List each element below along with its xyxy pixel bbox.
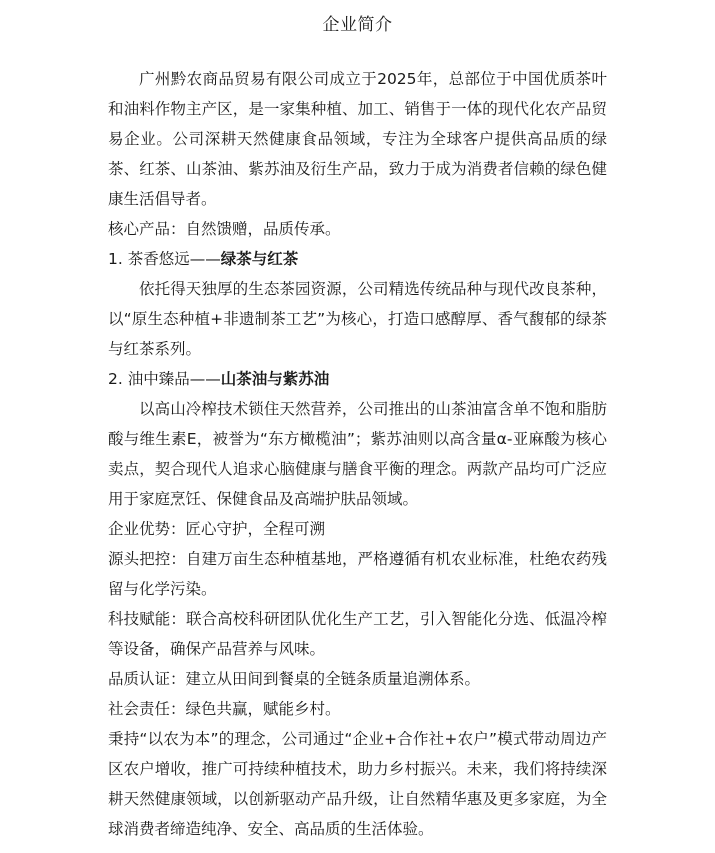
social-heading: 社会责任：绿色共赢，赋能乡村。 bbox=[108, 700, 341, 718]
closing-paragraph: 秉持“以农为本”的理念，公司通过“企业+合作社+农户”模式带动周边产区农户增收，推广可持续种植技术，助力乡村振兴。未来，我们将持续深耕天然健康领域，以创新驱动产品升级，让自然精华惠及更多家庭，为全球消费者缔造纯净、安全、高品质的生活体验。 bbox=[108, 730, 607, 838]
section-2-prefix: 2. 油中臻品—— bbox=[108, 370, 221, 388]
section-1-title: 绿茶与红茶 bbox=[220, 250, 299, 268]
core-products-heading: 核心产品：自然馈赠，品质传承。 bbox=[108, 220, 341, 238]
section-2-heading bbox=[108, 364, 607, 394]
quality-paragraph: 品质认证：建立从田间到餐桌的全链条质量追溯体系。 bbox=[108, 670, 481, 688]
section-2-body: 以高山冷榨技术锁住天然营养，公司推出的山茶油富含单不饱和脂肪酸与维生素E，被誉为“东方橄榄油”；紫苏油则以高含量α-亚麻酸为核心卖点，契合现代人追求心脑健康与膳食平衡的理念。两款产品均可广泛应用于家庭烹饪、保健食品及高端护肤品领域。 bbox=[108, 400, 607, 508]
source-control-paragraph: 源头把控：自建万亩生态种植基地，严格遵循有机农业标准，杜绝农药残留与化学污染。 bbox=[108, 550, 607, 598]
section-1-prefix: 1. 茶香悠远—— bbox=[108, 250, 221, 268]
intro-paragraph: 广州黔农商品贸易有限公司成立于2025年，总部位于中国优质茶叶和油料作物主产区，是一家集种植、加工、销售于一体的现代化农产品贸易企业。公司深耕天然健康食品领域，专注为全球客户提供高品质的绿茶、红茶、山茶油、紫苏油及衍生产品，致力于成为消费者信赖的绿色健康生活倡导者。 bbox=[108, 70, 607, 208]
section-2-title: 山茶油与紫苏油 bbox=[220, 370, 330, 388]
section-1-body: 依托得天独厚的生态茶园资源，公司精选传统品种与现代改良茶种，以“原生态种植+非遗制茶工艺”为核心，打造口感醇厚、香气馥郁的绿茶与红茶系列。 bbox=[108, 280, 607, 358]
advantages-heading: 企业优势：匠心守护，全程可溯 bbox=[108, 520, 326, 538]
page-title: 企业简介 bbox=[322, 15, 393, 35]
tech-paragraph: 科技赋能：联合高校科研团队优化生产工艺，引入智能化分选、低温冷榨等设备，确保产品营养与风味。 bbox=[108, 610, 607, 658]
section-1-heading bbox=[108, 244, 607, 274]
